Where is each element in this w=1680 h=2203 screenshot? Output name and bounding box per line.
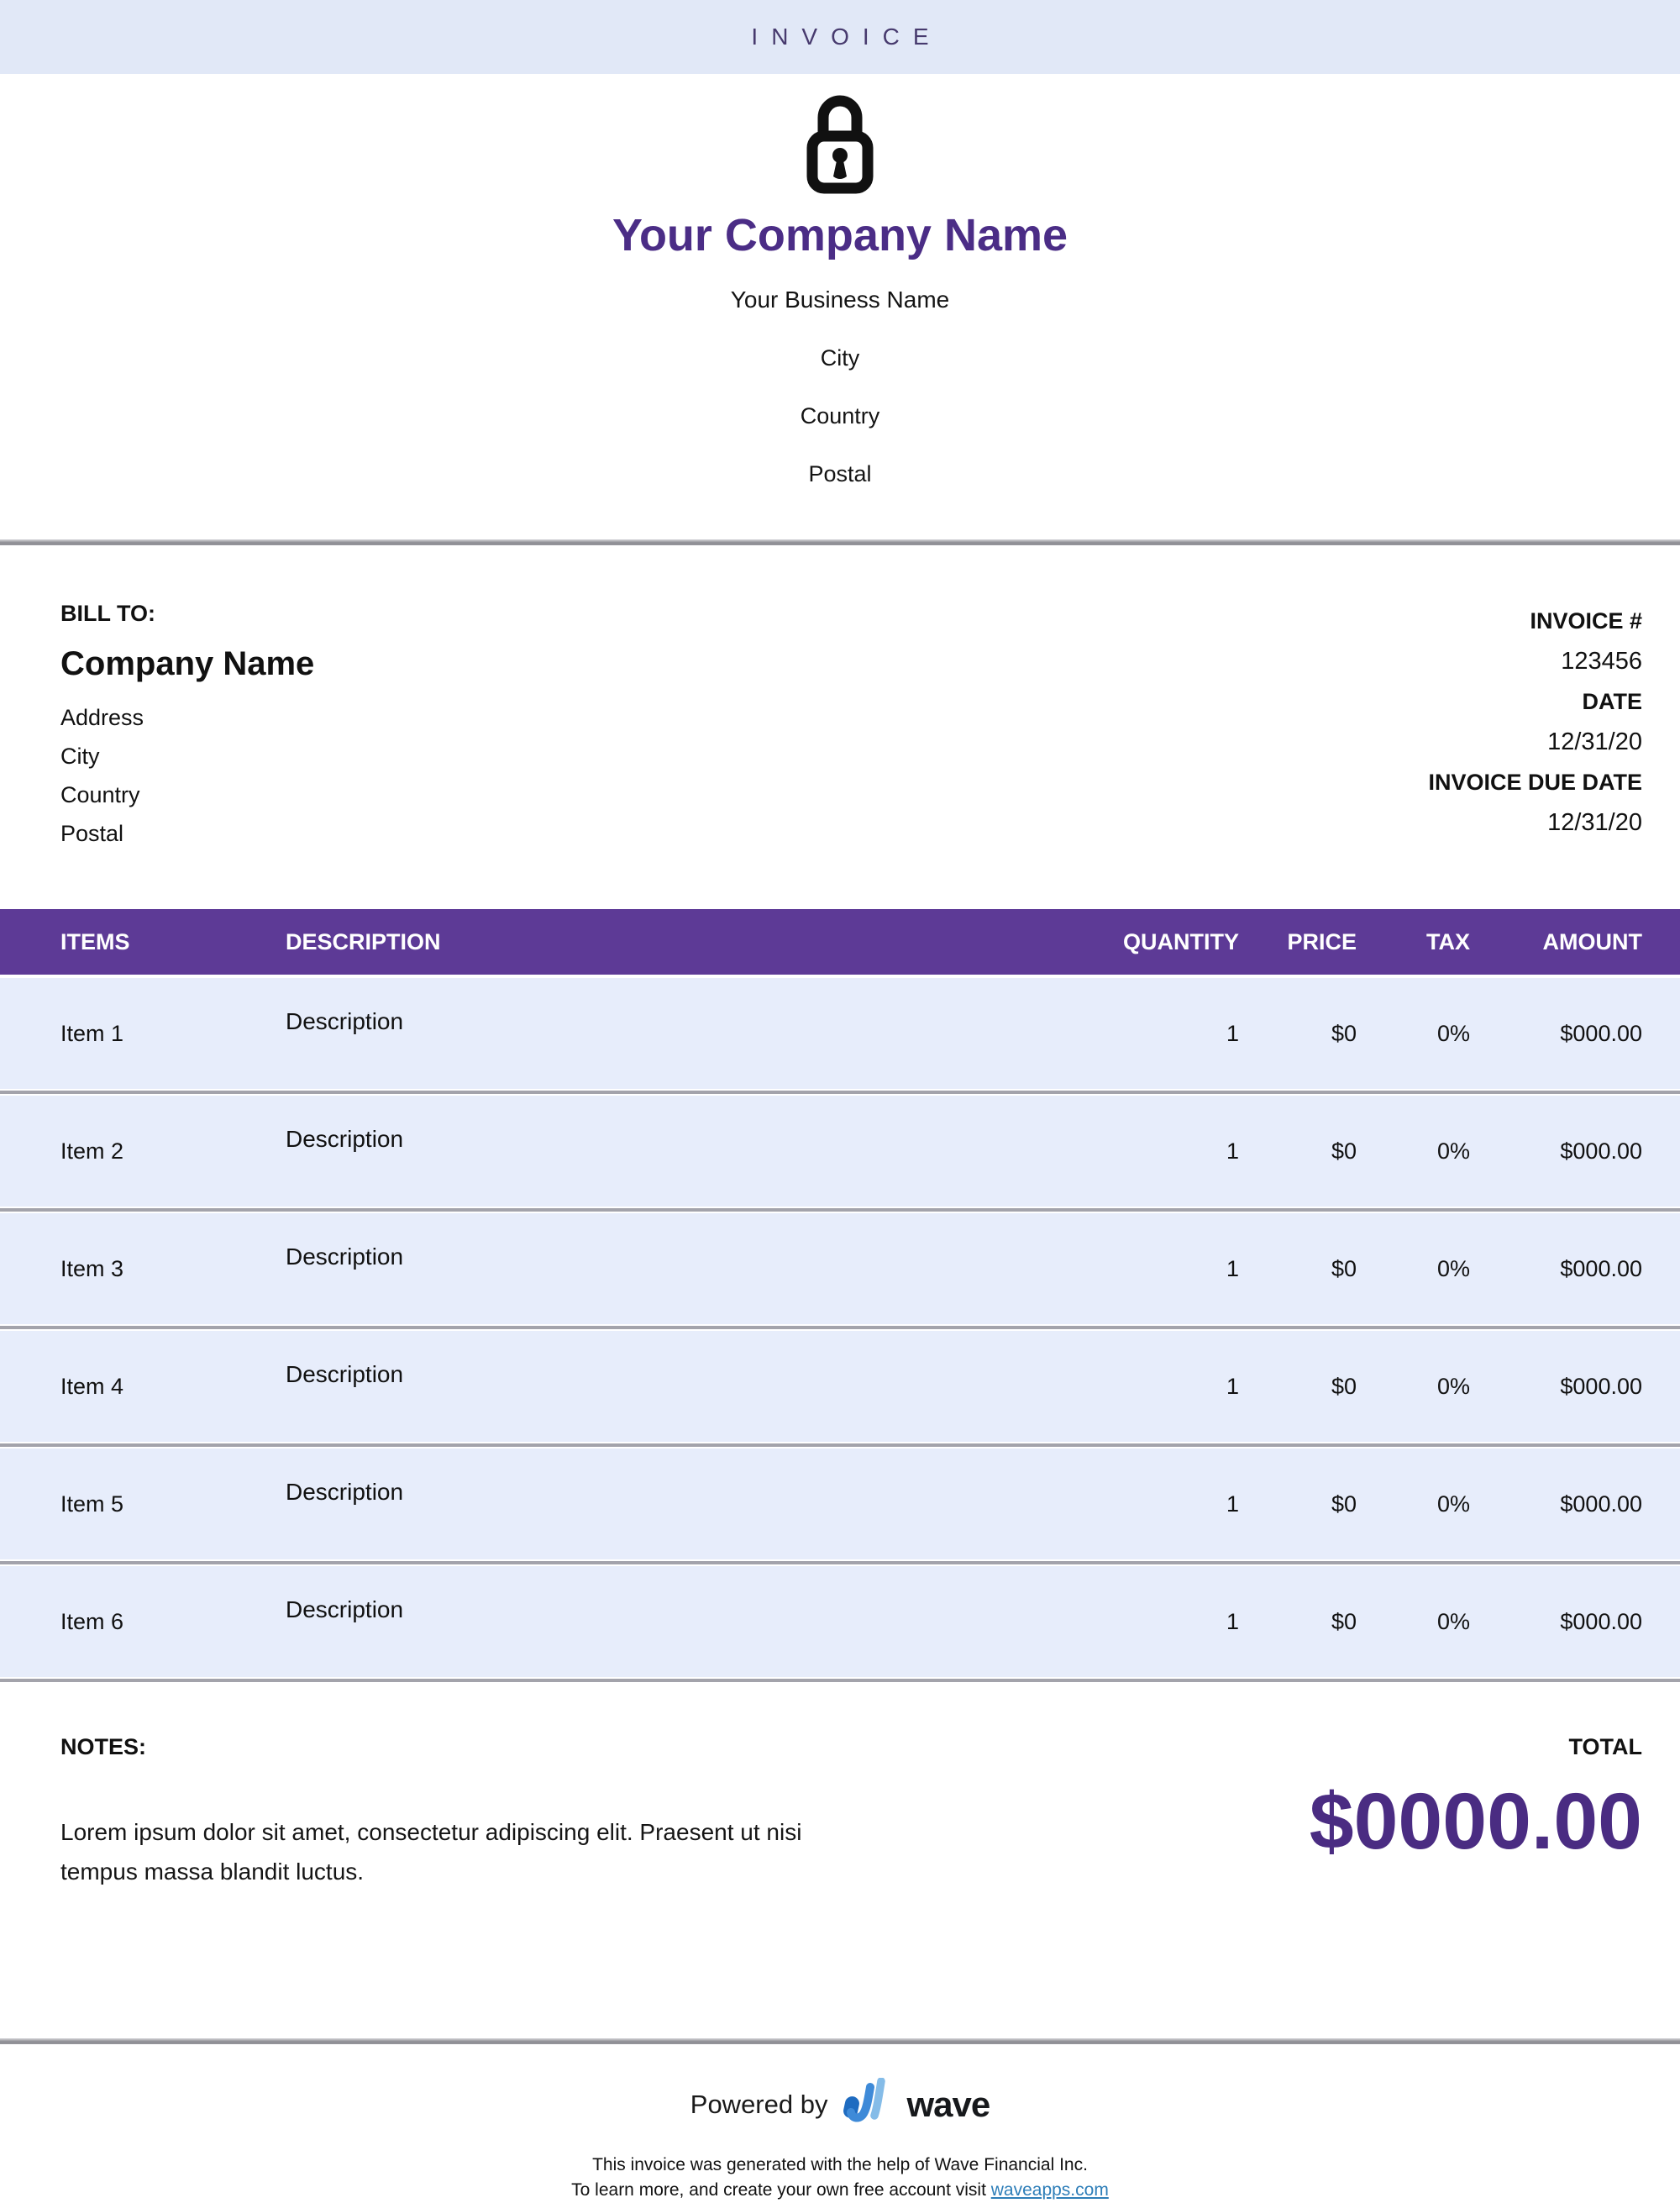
row-tax: 0% (1436, 1608, 1470, 1634)
company-name: Your Company Name (612, 210, 1068, 260)
bill-to-address: Address (60, 705, 144, 731)
header-amount: AMOUNT (1542, 928, 1642, 954)
row-price: $0 (1331, 1138, 1357, 1164)
table-row (0, 1331, 1680, 1442)
footer-note-line1: This invoice was generated with the help of Wave Financial Inc. (592, 2155, 1088, 2175)
items-table (0, 909, 1680, 1684)
table-header-row (0, 909, 1680, 975)
bill-to-country: Country (60, 782, 140, 808)
row-separator (0, 1677, 1680, 1684)
row-tax: 0% (1436, 1020, 1470, 1046)
header-quantity: QUANTITY (1123, 928, 1239, 954)
table-row (0, 1213, 1680, 1324)
header-price: PRICE (1287, 928, 1357, 954)
lock-icon (0, 84, 1680, 199)
row-price: $0 (1331, 1608, 1357, 1634)
row-separator (0, 1089, 1680, 1096)
row-amount: $000.00 (1560, 1491, 1642, 1517)
table-row (0, 1449, 1680, 1559)
bill-to-city: City (60, 744, 100, 770)
row-description: Description (286, 1479, 404, 1506)
row-tax: 0% (1436, 1491, 1470, 1517)
header-description: DESCRIPTION (286, 928, 441, 954)
company-business-name: Your Business Name (730, 287, 950, 313)
invoice-number: 123456 (1561, 648, 1642, 676)
row-separator (0, 1559, 1680, 1566)
row-description: Description (286, 1008, 404, 1035)
row-description: Description (286, 1596, 404, 1623)
row-quantity: 1 (1226, 1020, 1239, 1046)
bill-to-company: Company Name (60, 645, 315, 683)
row-item-name: Item 4 (60, 1373, 124, 1399)
company-header (0, 84, 1680, 487)
row-separator (0, 1324, 1680, 1331)
footer-note-line2-text: To learn more, and create your own free account visit (571, 2180, 991, 2200)
invoice-due-date-label: INVOICE DUE DATE (1428, 770, 1642, 796)
row-price: $0 (1331, 1373, 1357, 1399)
row-tax: 0% (1436, 1373, 1470, 1399)
row-description: Description (286, 1361, 404, 1388)
notes-text: Lorem ipsum dolor sit amet, consectetur adipiscing elit. Praesent ut nisi tempus massa blandit luctus. (60, 1819, 802, 1885)
header-tax: TAX (1426, 928, 1470, 954)
notes-block (60, 1734, 867, 1891)
bill-section (0, 601, 1680, 853)
row-description: Description (286, 1243, 404, 1270)
row-separator (0, 1442, 1680, 1449)
row-amount: $000.00 (1560, 1373, 1642, 1399)
company-postal: Postal (808, 461, 872, 487)
row-quantity: 1 (1226, 1491, 1239, 1517)
total-amount: $0000.00 (1309, 1777, 1642, 1867)
invoice-number-label: INVOICE # (1530, 608, 1642, 634)
header-items: ITEMS (60, 928, 130, 954)
row-quantity: 1 (1226, 1608, 1239, 1634)
row-item-name: Item 5 (60, 1491, 124, 1517)
waveapps-link[interactable]: waveapps.com (990, 2180, 1109, 2200)
row-quantity: 1 (1226, 1255, 1239, 1281)
footer-note-line2 (0, 2178, 1680, 2203)
invoice-banner-title: INVOICE (751, 24, 942, 50)
row-quantity: 1 (1226, 1138, 1239, 1164)
row-quantity: 1 (1226, 1373, 1239, 1399)
invoice-banner (0, 0, 1680, 74)
row-tax: 0% (1436, 1255, 1470, 1281)
row-amount: $000.00 (1560, 1138, 1642, 1164)
row-description: Description (286, 1126, 404, 1153)
total-block (1310, 1734, 1642, 1891)
row-separator (0, 1207, 1680, 1213)
invoice-date: 12/31/20 (1547, 728, 1642, 756)
bill-to-label: BILL TO: (60, 601, 155, 627)
powered-by-label: Powered by (690, 2089, 828, 2119)
row-amount: $000.00 (1560, 1608, 1642, 1634)
row-tax: 0% (1436, 1138, 1470, 1164)
row-amount: $000.00 (1560, 1020, 1642, 1046)
powered-by-row (0, 2078, 1680, 2131)
row-price: $0 (1331, 1491, 1357, 1517)
table-row (0, 1566, 1680, 1677)
table-row (0, 978, 1680, 1089)
row-item-name: Item 1 (60, 1020, 124, 1046)
footer-divider (0, 2038, 1680, 2044)
bill-to-postal: Postal (60, 821, 124, 847)
invoice-due-date: 12/31/20 (1547, 809, 1642, 837)
row-amount: $000.00 (1560, 1255, 1642, 1281)
wave-logo-icon (841, 2078, 893, 2131)
total-label: TOTAL (1568, 1734, 1642, 1760)
footer-note (0, 2153, 1680, 2203)
row-price: $0 (1331, 1255, 1357, 1281)
header-divider (0, 539, 1680, 545)
invoice-meta-block (1428, 601, 1642, 853)
row-item-name: Item 3 (60, 1255, 124, 1281)
wave-wordmark: wave (906, 2084, 990, 2124)
invoice-date-label: DATE (1582, 689, 1642, 715)
notes-label: NOTES: (60, 1734, 147, 1760)
summary-section (0, 1734, 1680, 1891)
row-price: $0 (1331, 1020, 1357, 1046)
row-item-name: Item 2 (60, 1138, 124, 1164)
company-city: City (820, 345, 860, 371)
table-row (0, 1096, 1680, 1207)
company-country: Country (800, 403, 880, 429)
row-item-name: Item 6 (60, 1608, 124, 1634)
bill-to-block (60, 601, 314, 853)
